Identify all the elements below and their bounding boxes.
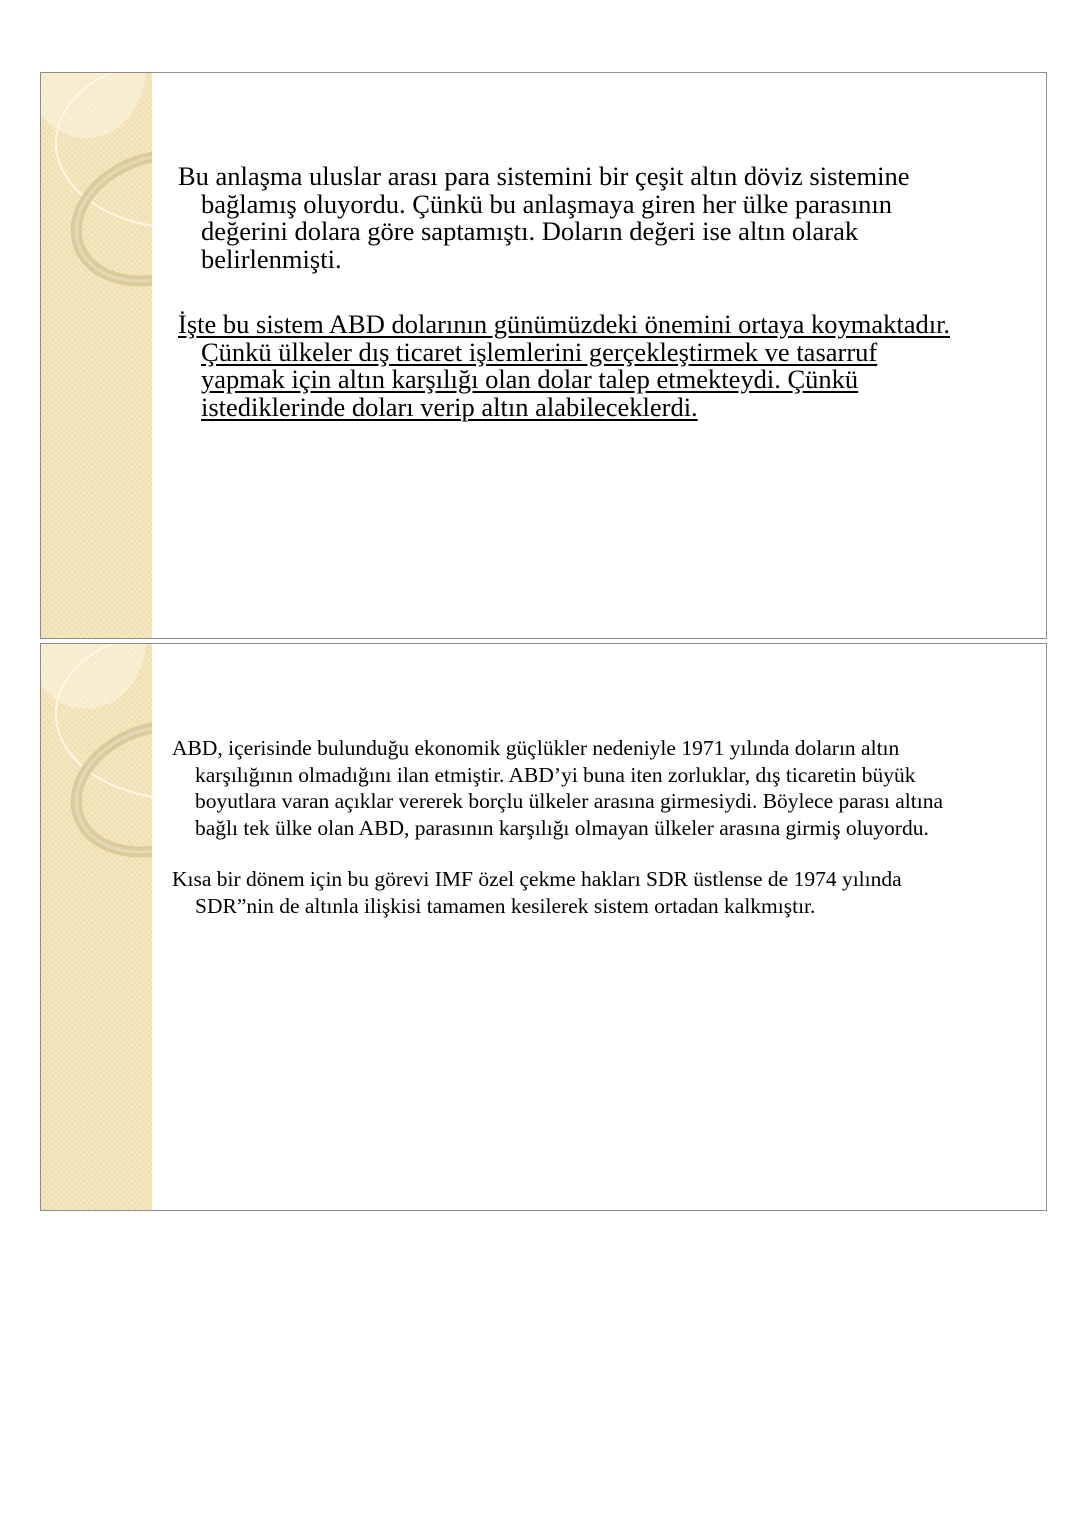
paragraph-1971-gold-convertibility: ABD, içerisinde bulunduğu ekonomik güçlükler nedeniyle 1971 yılında doların altın karşılığının olmadığını ilan etmiştir. ABD’yi buna iten zorluklar, dış ticaretin büyük boyutlara varan açıklar vererek borçlu ülkeler arasına girmesiydi. Böylece parası altına bağlı tek ülke olan ABD, parasının karşılığı olmayan ülkeler arasına girmiş oluyordu. [172, 736, 943, 840]
slide-2-content [172, 735, 972, 919]
decorative-side-panel [41, 644, 152, 1210]
paragraph-sdr-1974: Kısa bir dönem için bu görevi IMF özel çekme hakları SDR üstlense de 1974 yılında SDR”nin de altınla ilişkisi tamamen kesilerek sistem ortadan kalkmıştır. [172, 867, 902, 918]
decorative-rings-icon [41, 644, 152, 1210]
slide-1 [40, 72, 1047, 639]
slide-2 [40, 643, 1047, 1211]
slide-1-content [178, 163, 958, 421]
paragraph-gold-exchange-system: Bu anlaşma uluslar arası para sistemini bir çeşit altın döviz sistemine bağlamış oluyordu. Çünkü bu anlaşmaya giren her ülke parasının değerini dolara göre saptamıştı. Doların değeri ise altın olarak belirlenmişti. [178, 161, 910, 274]
decorative-rings-icon [41, 73, 152, 638]
decorative-side-panel [41, 73, 152, 638]
paragraph-dollar-importance: İşte bu sistem ABD dolarının günümüzdeki önemini ortaya koymaktadır. Çünkü ülkeler dış ticaret işlemlerini gerçekleştirmek ve tasarruf yapmak için altın karşılığı olan dolar talep etmekteydi. Çünkü istediklerinde doları verip altın alabileceklerdi. [178, 309, 951, 422]
